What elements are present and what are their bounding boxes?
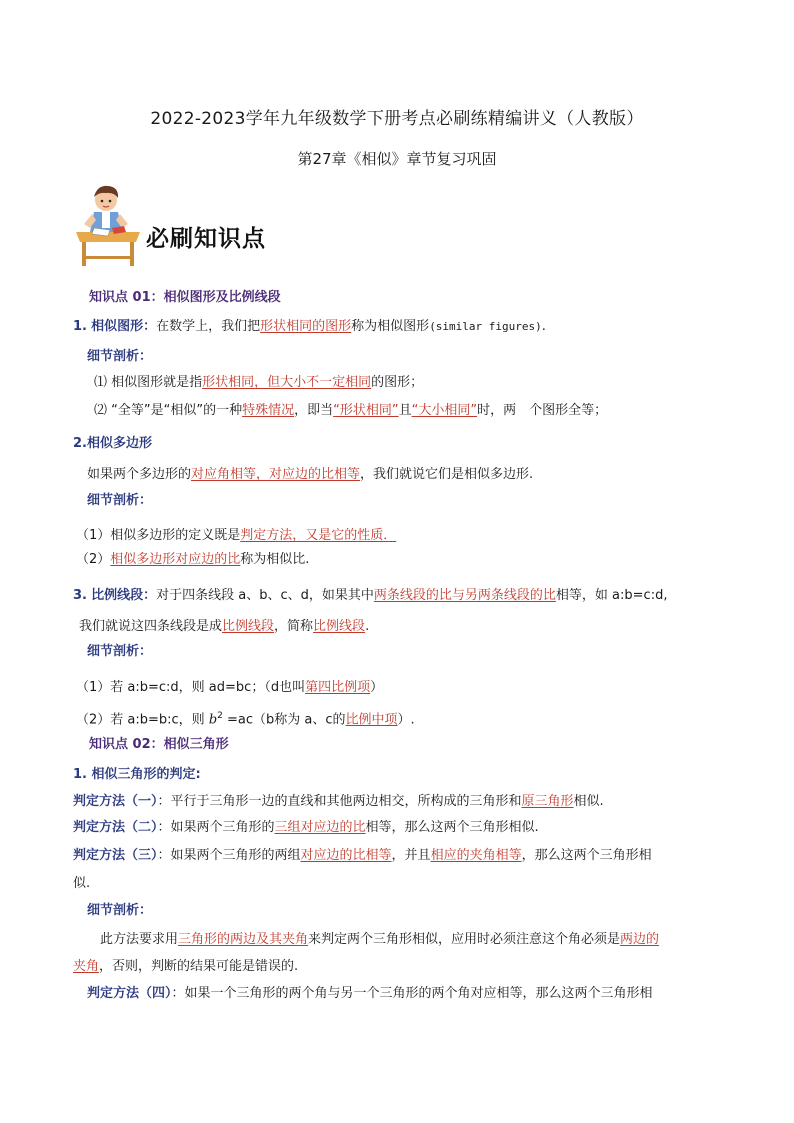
kp2-method-3 bbox=[73, 848, 652, 864]
detail-label: 细节剖析： bbox=[87, 903, 153, 918]
detail-label: 细节剖析： bbox=[87, 644, 153, 659]
highlight: 相应的夹角相等 bbox=[430, 848, 522, 863]
document-title: 2022-2023学年九年级数学下册考点必刷练精编讲义（人教版） bbox=[150, 109, 644, 129]
kp2-item1 bbox=[73, 767, 201, 783]
text: ，简称 bbox=[274, 619, 314, 634]
text: ⑴ 相似图形就是指 bbox=[94, 375, 203, 390]
kp2-paragraph-line2 bbox=[73, 959, 298, 975]
method-label: 判定方法（二） bbox=[73, 820, 158, 835]
text: =ac（b称为 a、c的 bbox=[222, 712, 346, 728]
text: ） bbox=[370, 680, 384, 695]
chapter-subtitle: 第27章《相似》章节复习巩固 bbox=[297, 150, 497, 168]
english-term: (similar figures) bbox=[429, 320, 542, 333]
text: 来判定两个三角形相似，应用时必须注意这个角必须是 bbox=[308, 932, 621, 947]
superscript: 2 bbox=[217, 711, 223, 721]
detail-label: 细节剖析： bbox=[87, 493, 153, 508]
kp1-detail-1 bbox=[94, 375, 423, 391]
kp1-item2-body bbox=[87, 467, 533, 483]
highlight: “大小相同” bbox=[411, 403, 478, 418]
text: 的图形； bbox=[371, 375, 424, 390]
kp2-method-4 bbox=[87, 986, 653, 1002]
item-label: 相似三角形的判定: bbox=[91, 767, 201, 782]
item-label: 比例线段： bbox=[91, 588, 157, 603]
text: ：平行于三角形一边的直线和其他两边相交，所构成的三角形和 bbox=[157, 794, 522, 809]
highlight: 形状相同，但大小不一定相同 bbox=[202, 375, 372, 390]
method-label: 判定方法（一） bbox=[73, 794, 158, 809]
detail-label: 细节剖析： bbox=[87, 349, 153, 364]
kp2-paragraph-line1 bbox=[100, 932, 659, 948]
highlight: 两条线段的比与另两条线段的比 bbox=[373, 588, 556, 603]
highlight: 特殊情况 bbox=[242, 403, 295, 418]
text: ：如果两个三角形的两组 bbox=[157, 848, 301, 863]
text: 称为相似图形 bbox=[351, 319, 430, 334]
highlight: 对应角相等，对应边的比相等 bbox=[191, 467, 361, 482]
knowledge-point-2-heading: 知识点 02：相似三角形 bbox=[89, 737, 229, 752]
highlight: 形状相同的图形 bbox=[260, 319, 352, 334]
highlight: 三角形的两边及其夹角 bbox=[178, 932, 309, 947]
kp1-detail-4 bbox=[76, 552, 309, 568]
kp1-detail-3 bbox=[76, 528, 396, 544]
variable-b: b bbox=[204, 712, 218, 728]
knowledge-point-1-heading: 知识点 01：相似图形及比例线段 bbox=[89, 290, 281, 305]
item-number: 1. bbox=[73, 319, 87, 334]
highlight: 夹角 bbox=[73, 959, 100, 974]
text: 且 bbox=[398, 403, 412, 418]
highlight: 相似多边形对应边的比 bbox=[110, 552, 241, 567]
kp1-detail-6 bbox=[76, 708, 415, 728]
kp1-item3-line2 bbox=[79, 619, 369, 635]
kp2-method-3-continued: 似. bbox=[73, 876, 91, 891]
text: 时，两 个图形全等； bbox=[477, 403, 608, 418]
kp1-detail-5 bbox=[76, 680, 383, 696]
method-label: 判定方法（三） bbox=[73, 848, 158, 863]
section-banner: 必刷知识点 bbox=[146, 225, 266, 252]
text: ，我们就说它们是相似多边形. bbox=[360, 467, 534, 482]
text: ：如果一个三角形的两个角与另一个三角形的两个角对应相等，那么这两个三角形相 bbox=[171, 986, 653, 1001]
highlight: 第四比例项 bbox=[305, 680, 371, 695]
kp1-item3-line1 bbox=[73, 588, 667, 604]
item-number: 1. bbox=[73, 767, 87, 782]
student-at-desk-illustration bbox=[72, 180, 144, 274]
highlight: 比例线段 bbox=[222, 619, 275, 634]
highlight: 三组对应边的比 bbox=[274, 820, 366, 835]
highlight: “形状相同” bbox=[333, 403, 399, 418]
highlight: 判定方法，又是它的性质． bbox=[240, 528, 397, 543]
text: 我们就说这四条线段是成 bbox=[79, 619, 223, 634]
text: ，否则，判断的结果可能是错误的. bbox=[99, 959, 299, 974]
text: ）. bbox=[397, 712, 415, 728]
text: . bbox=[365, 619, 370, 634]
kp1-item1 bbox=[73, 319, 546, 335]
text: 相似. bbox=[573, 794, 604, 809]
item-number: 3. bbox=[73, 588, 87, 603]
method-label: 判定方法（四） bbox=[87, 986, 172, 1001]
text: ，那么这两个三角形相 bbox=[521, 848, 652, 863]
highlight: 对应边的比相等 bbox=[300, 848, 392, 863]
item-label: 相似图形： bbox=[91, 319, 157, 334]
text: ，即当 bbox=[294, 403, 334, 418]
text: 在数学上，我们把 bbox=[156, 319, 261, 334]
text: ⑵ “全等”是“相似”的一种 bbox=[94, 403, 243, 418]
kp2-method-2 bbox=[73, 820, 539, 836]
text: （1）相似多边形的定义既是 bbox=[76, 528, 241, 543]
text: ，并且 bbox=[391, 848, 431, 863]
text: （2） bbox=[76, 552, 111, 567]
text: （1）若 a:b=c:d，则 ad=bc；（d也叫 bbox=[76, 680, 306, 695]
text: 称为相似比. bbox=[240, 552, 310, 567]
highlight: 两边的 bbox=[620, 932, 660, 947]
highlight: 比例中项 bbox=[345, 712, 398, 728]
text: 相等，如 a:b=c:d, bbox=[555, 588, 668, 603]
kp1-item2-label: 2.相似多边形 bbox=[73, 436, 152, 451]
text: （2）若 a:b=b:c，则 bbox=[76, 712, 205, 728]
text: ：如果两个三角形的 bbox=[157, 820, 275, 835]
kp1-detail-2 bbox=[94, 403, 607, 419]
highlight: 比例线段 bbox=[313, 619, 366, 634]
text: 此方法要求用 bbox=[100, 932, 179, 947]
text: . bbox=[541, 319, 546, 334]
text: 相等，那么这两个三角形相似. bbox=[365, 820, 539, 835]
text: 对于四条线段 a、b、c、d，如果其中 bbox=[156, 588, 374, 603]
kp2-method-1 bbox=[73, 794, 604, 810]
highlight: 原三角形 bbox=[521, 794, 574, 809]
text: 如果两个多边形的 bbox=[87, 467, 192, 482]
